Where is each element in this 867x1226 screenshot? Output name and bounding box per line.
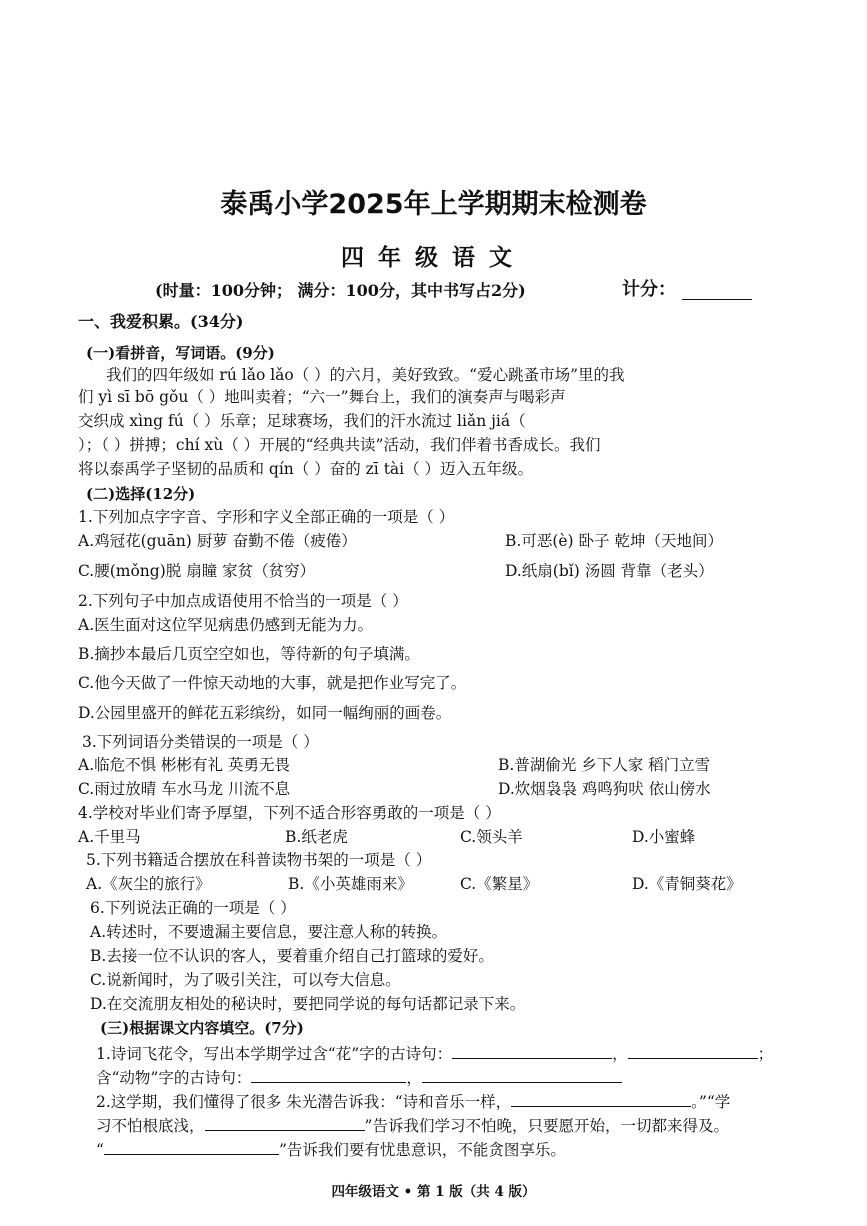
question-6-option-b[interactable]: B.去接一位不认识的客人，要着重介绍自己打篮球的爱好。	[90, 947, 494, 965]
fill-blank-4[interactable]	[422, 1066, 622, 1083]
pinyin-line-2: 们 yì sī bō gǒu（ ）地叫卖着；“六一”舞台上，我们的演奏声与喝彩声	[78, 388, 566, 406]
question-4-option-d[interactable]: D.小蜜蜂	[632, 828, 696, 846]
question-2-option-c[interactable]: C.他今天做了一件惊天动地的大事，就是把作业写完了。	[78, 674, 467, 692]
fill-line-2: 含“动物”字的古诗句： ，	[96, 1066, 622, 1088]
question-2-option-a[interactable]: A.医生面对这位罕见病患仍感到无能为力。	[78, 616, 374, 634]
question-3-option-b[interactable]: B.普湖偷光 乡下人家 稻门立雪	[498, 756, 711, 774]
question-3-stem: 3.下列词语分类错误的一项是（ ）	[82, 733, 319, 751]
fill-line-5: “ ”告诉我们要有忧患意识，不能贪图享乐。	[96, 1138, 566, 1160]
pinyin-line-1: 我们的四年级如 rú lǎo lǎo（ ）的六月，美好致致。“爱心跳蚤市场”里的我	[106, 366, 625, 384]
fill-line-3: 2.这学期，我们懂得了很多 朱光潜告诉我：“诗和音乐一样， 。”“学	[96, 1090, 730, 1112]
question-1-stem: 1.下列加点字字音、字形和字义全部正确的一项是（ ）	[78, 508, 455, 526]
pinyin-line-5: 将以泰禹学子坚韧的品质和 qín（ ）奋的 zī tài（ ）迈入五年级。	[78, 460, 534, 478]
fill-line-2-text: 含“动物”字的古诗句：	[96, 1069, 252, 1087]
question-5-option-b[interactable]: B.《小英雄雨来》	[288, 875, 413, 893]
exam-title: 泰禹小学2025年上学期期末检测卷	[220, 189, 647, 220]
part-1-heading: (一)看拼音，写词语。(9分)	[86, 344, 275, 362]
question-1-option-d[interactable]: D.纸扇(bǐ) 汤圆 背靠（老头）	[505, 562, 714, 580]
question-1-option-a[interactable]: A.鸡冠花(guān) 厨萝 奋勤不倦（疲倦）	[78, 532, 357, 550]
fill-blank-2[interactable]	[628, 1042, 758, 1059]
question-6-option-a[interactable]: A.转述时，不要遗漏主要信息，要注意人称的转换。	[90, 923, 448, 941]
fill-blank-7[interactable]	[104, 1138, 279, 1155]
score-field	[622, 280, 752, 300]
question-6-stem: 6.下列说法正确的一项是（ ）	[90, 899, 296, 917]
part-2-heading: (二)选择(12分)	[86, 485, 196, 503]
question-6-option-c[interactable]: C.说新闻时，为了吸引关注，可以夸大信息。	[90, 971, 401, 989]
question-6-option-d[interactable]: D.在交流朋友相处的秘诀时，要把同学说的每句话都记录下来。	[90, 995, 526, 1013]
question-5-option-c[interactable]: C.《繁星》	[460, 875, 539, 893]
fill-blank-5[interactable]	[511, 1090, 691, 1107]
fill-blank-3[interactable]	[251, 1066, 406, 1083]
question-4-option-a[interactable]: A.千里马	[78, 828, 141, 846]
section-1-heading: 一、我爱积累。(34分)	[78, 312, 244, 331]
fill-blank-6[interactable]	[205, 1114, 365, 1131]
exam-info: (时量：100分钟； 满分：100分，其中书写占2分)	[155, 281, 526, 300]
fill-line-4-tail: ”告诉我们学习不怕晚，只要愿开始，一切都来得及。	[364, 1117, 729, 1135]
fill-line-4-text: 习不怕根底浅，	[96, 1117, 205, 1135]
question-5-option-a[interactable]: A.《灰尘的旅行》	[86, 875, 211, 893]
question-4-option-b[interactable]: B.纸老虎	[285, 828, 348, 846]
question-1-option-b[interactable]: B.可恶(è) 卧子 乾坤（天地间）	[505, 532, 723, 550]
question-4-stem: 4.学校对毕业们寄予厚望，下列不适合形容勇敢的一项是（ ）	[78, 804, 501, 822]
question-5-stem: 5.下列书籍适合摆放在科普读物书架的一项是（ ）	[86, 851, 432, 869]
question-2-option-d[interactable]: D.公园里盛开的鲜花五彩缤纷，如同一幅绚丽的画卷。	[78, 704, 452, 722]
fill-line-3-text: 2.这学期，我们懂得了很多 朱光潜告诉我：“诗和音乐一样，	[96, 1093, 512, 1111]
question-2-option-b[interactable]: B.摘抄本最后几页空空如也，等待新的句子填满。	[78, 645, 420, 663]
question-5-option-d[interactable]: D.《青铜葵花》	[632, 875, 742, 893]
fill-blank-1[interactable]	[452, 1042, 612, 1059]
pinyin-line-4: ）；（ ）拼搏；chí xù（ ）开展的“经典共读”活动，我们伴着书香成长。我们	[78, 436, 601, 454]
score-blank[interactable]	[682, 281, 752, 300]
question-2-stem: 2.下列句子中加点成语使用不恰当的一项是（ ）	[78, 592, 408, 610]
question-1-option-c[interactable]: C.腰(mǒng)脱 扇瞳 家贫（贫穷）	[78, 562, 316, 580]
fill-line-5-tail: ”告诉我们要有忧患意识，不能贪图享乐。	[278, 1141, 566, 1159]
question-3-option-c[interactable]: C.雨过放晴 车水马龙 川流不息	[78, 780, 291, 798]
pinyin-line-3: 交织成 xìng fú（ ）乐章；足球赛场，我们的汗水流过 liǎn jiá（	[78, 412, 526, 430]
exam-subtitle: 四年级语文	[341, 245, 526, 271]
part-3-heading: (三)根据课文内容填空。(7分)	[100, 1019, 304, 1037]
fill-line-1: 1.诗词飞花令，写出本学期学过含“花”字的古诗句： ， ；	[96, 1042, 773, 1064]
page-footer: 四年级语文 • 第 1 版（共 4 版）	[331, 1184, 536, 1200]
question-3-option-d[interactable]: D.炊烟袅袅 鸡鸣狗吠 依山傍水	[498, 780, 711, 798]
fill-line-4	[96, 1114, 729, 1136]
question-3-option-a[interactable]: A.临危不惧 彬彬有礼 英勇无畏	[78, 756, 290, 774]
fill-line-1-text: 1.诗词飞花令，写出本学期学过含“花”字的古诗句：	[96, 1045, 453, 1063]
score-label: 计分：	[622, 279, 676, 300]
question-4-option-c[interactable]: C.领头羊	[460, 828, 523, 846]
